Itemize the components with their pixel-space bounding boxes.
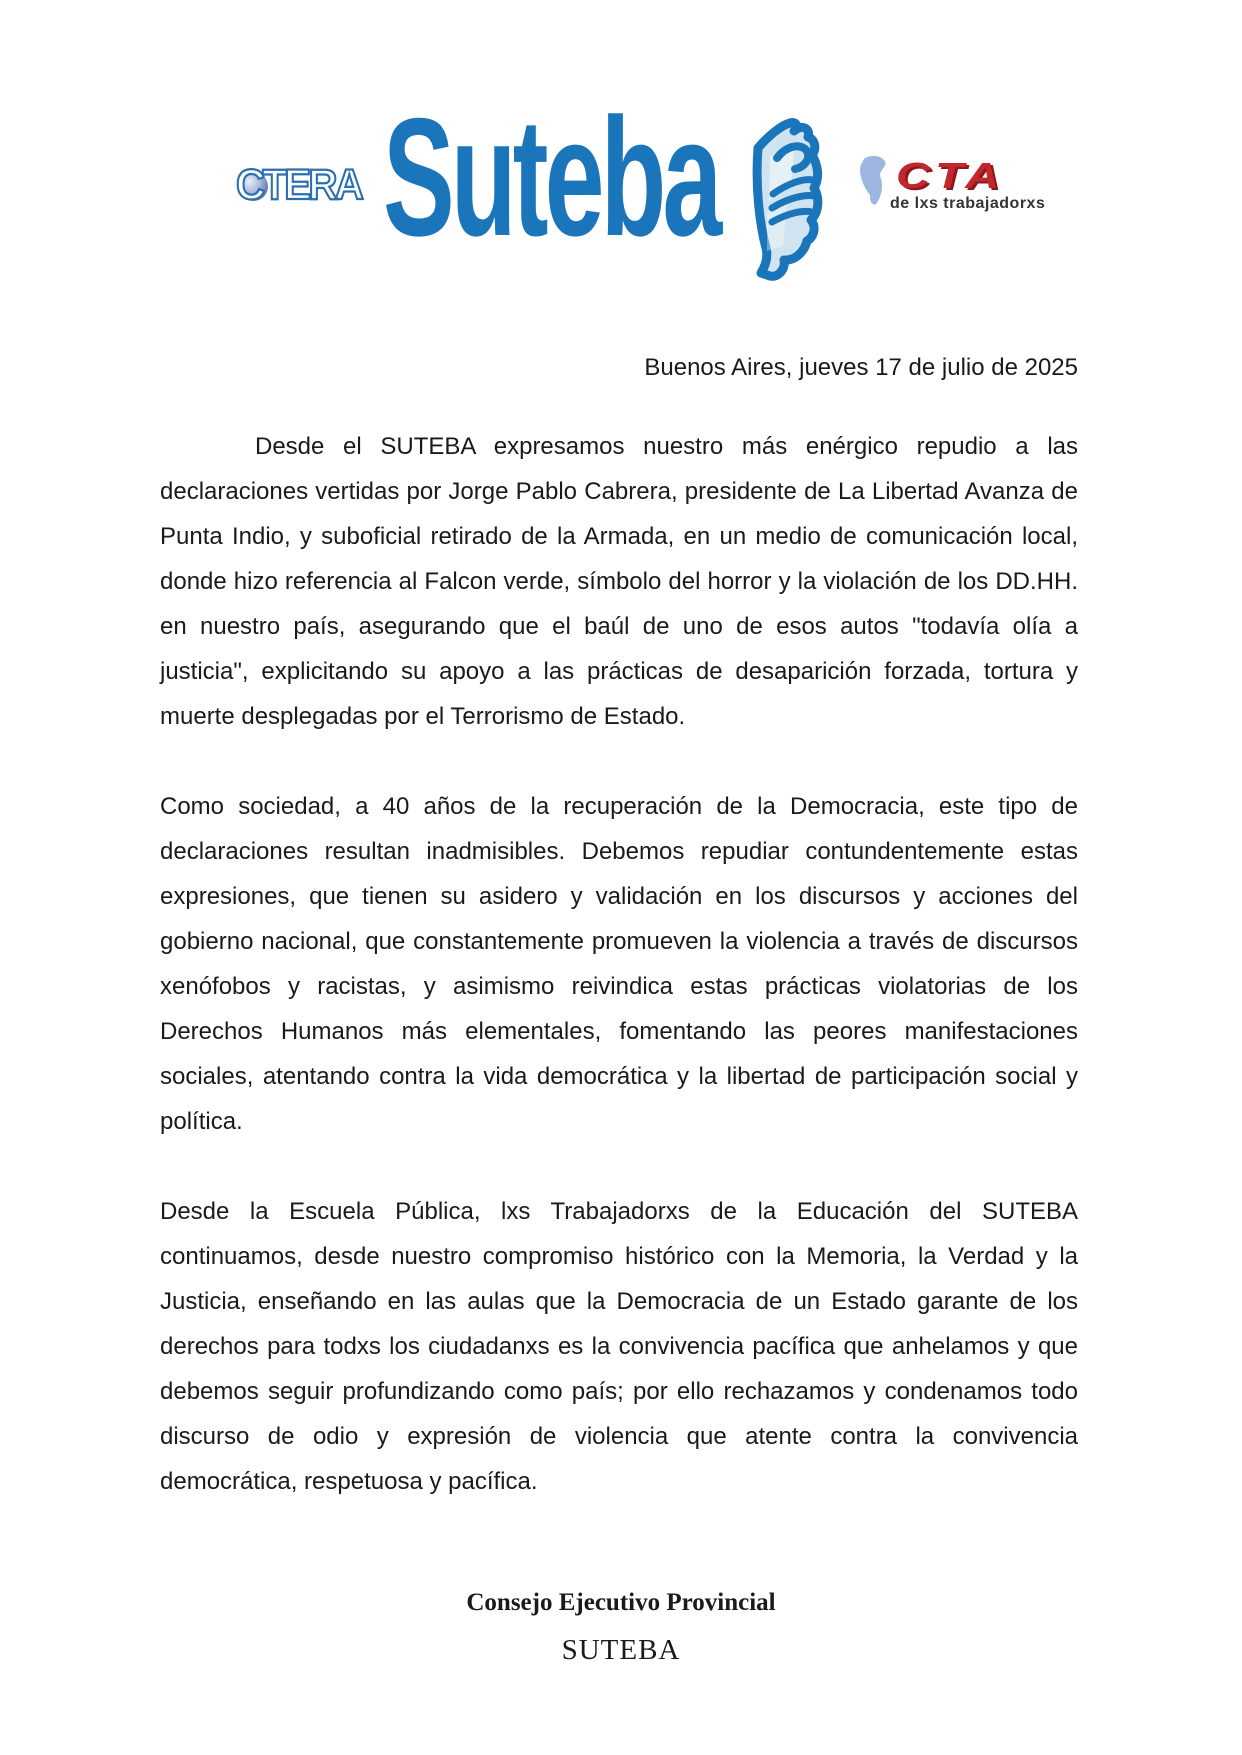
logo-header [0, 0, 1242, 300]
paragraph-sociedad: Como sociedad, a 40 años de la recuperación de la Democracia, este tipo de declaraciones resultan inadmisibles. Debemos repudiar contundentemente estas expresiones, que tienen su asidero y validación en los discursos y acciones del gobierno nacional, que constantemente promueven la violencia a través de discursos xenófobos y racistas, y asimismo reivindica estas prácticas violatorias de los Derechos Humanos más elementales, fomentando las peores manifestaciones sociales, atentando contra la vida democrática y la libertad de participación social y política. [160, 793, 1078, 1135]
paragraph-repudio: Desde el SUTEBA expresamos nuestro más enérgico repudio a las declaraciones vertidas por Jorge Pablo Cabrera, presidente de La Libertad Avanza de Punta Indio, y suboficial retirado de la Armada, en un medio de comunicación local, donde hizo referencia al Falcon verde, símbolo del horror y la violación de los DD.HH. en nuestro país, asegurando que el baúl de uno de esos autos "todavía olía a justicia", explicitando su apoyo a las prácticas de desaparición forzada, tortura y muerte desplegadas por el Terrorismo de Estado. [160, 433, 1078, 730]
ctera-logo [236, 161, 376, 212]
cta-logo-subtext: de lxs trabajadorxs [890, 195, 1046, 212]
date-line: Buenos Aires, jueves 17 de julio de 2025 [644, 354, 1078, 381]
letter-body [160, 424, 1078, 1549]
signature-org: SUTEBA [561, 1634, 681, 1666]
cta-logo-text: CTA [896, 155, 1005, 196]
suteba-logo-text: Suteba [383, 83, 719, 271]
buenos-aires-province-map-icon [725, 116, 825, 284]
cta-logo [856, 150, 1056, 220]
paragraph-escuela: Desde la Escuela Pública, lxs Trabajadorxs de la Educación del SUTEBA continuamos, desde nuestro compromiso histórico con la Memoria, la Verdad y la Justicia, enseñando en las aulas que la Democracia de un Estado garante de los derechos para todxs los ciudadanxs es la convivencia pacífica que anhelamos y que debemos seguir profundizando como país; por ello rechazamos y condenamos todo discurso de odio y expresión de violencia que atente contra la convivencia democrática, respetuosa y pacífica. [160, 1198, 1078, 1495]
ctera-logo-text: CTERA [236, 161, 362, 209]
signature-title: Consejo Ejecutivo Provincial [466, 1589, 776, 1616]
signature-block [0, 1588, 1242, 1666]
